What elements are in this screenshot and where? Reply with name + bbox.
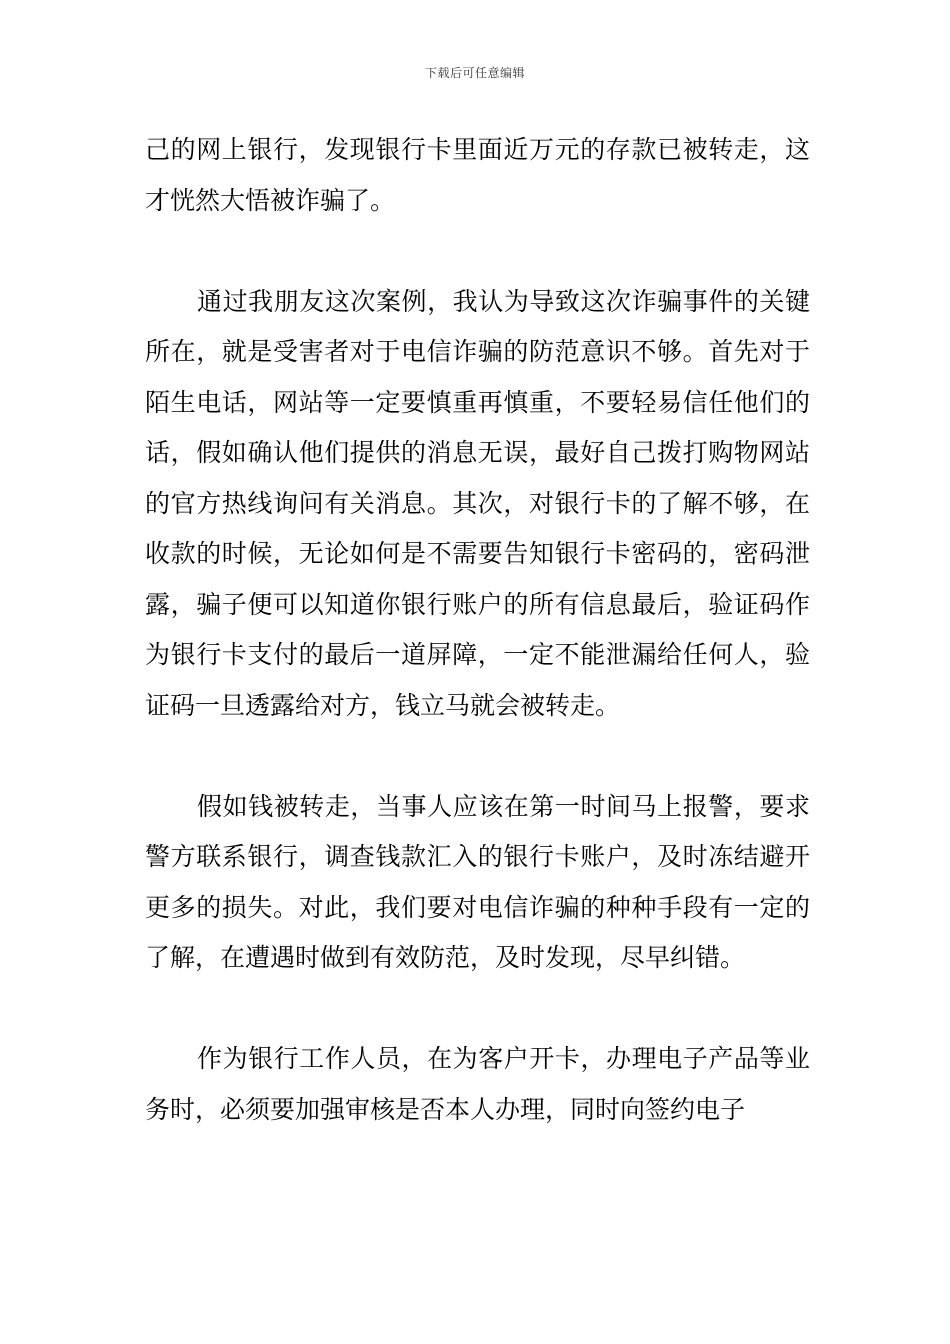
- paragraph-continuation: 己的网上银行，发现银行卡里面近万元的存款已被转走，这才恍然大悟被诈骗了。: [145, 135, 810, 215]
- document-body: [145, 125, 810, 1135]
- paragraph-gap: [145, 731, 810, 782]
- page-header: 下载后可任意编辑: [424, 66, 525, 80]
- paragraph-analysis: 通过我朋友这次案例，我认为导致这次诈骗事件的关键所在，就是受害者对于电信诈骗的防范意识不够。首先对于陌生电话，网站等一定要慎重再慎重，不要轻易信任他们的话，假如确认他们提供的消息无误，最好自己拨打购物网站的官方热线询问有关消息。其次，对银行卡的了解不够，在收款的时候，无论如何是不需要告知银行卡密码的，密码泄露，骗子便可以知道你银行账户的所有信息最后，验证码作为银行卡支付的最后一道屏障，一定不能泄漏给任何人，验证码一旦透露给对方，钱立马就会被转走。: [145, 286, 810, 720]
- paragraph-response: 假如钱被转走，当事人应该在第一时间马上报警，要求警方联系银行，调查钱款汇入的银行卡账户，及时冻结避开更多的损失。对此，我们要对电信诈骗的种种手段有一定的了解，在遭遇时做到有效防范，及时发现，尽早纠错。: [145, 791, 810, 972]
- paragraph-gap: [145, 226, 810, 277]
- paragraph-gap: [145, 984, 810, 1035]
- paragraph-bank-staff: 作为银行工作人员，在为客户开卡，办理电子产品等业务时，必须要加强审核是否本人办理，同时向签约电子: [145, 1044, 810, 1124]
